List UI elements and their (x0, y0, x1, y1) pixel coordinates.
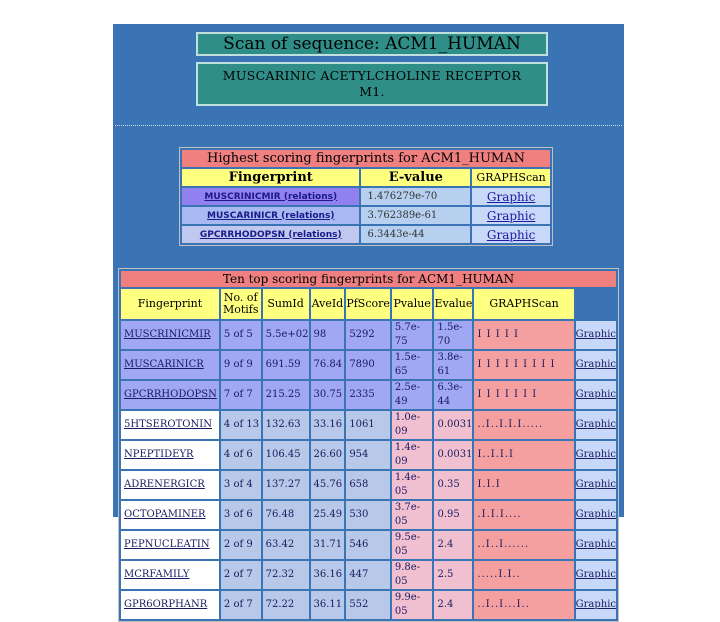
graphscan-pattern: I I I I I I I I I (474, 351, 573, 379)
sumid-cell: 691.59 (263, 351, 309, 379)
motifs-cell: 2 of 7 (221, 561, 261, 589)
fingerprint-link[interactable]: MCRFAMILY (121, 561, 219, 589)
evalue-cell: 0.0031 (434, 411, 472, 439)
graphic-link[interactable]: Graphic (576, 531, 616, 559)
pfscore-cell: 954 (346, 441, 390, 469)
sumid-cell: 137.27 (263, 471, 309, 499)
pfscore-cell: 7890 (346, 351, 390, 379)
table-row (121, 531, 616, 559)
motifs-cell: 2 of 7 (221, 591, 261, 619)
table-row (121, 471, 616, 499)
col-graphscan: GRAPHScan (472, 169, 550, 186)
col-evalue: E-value (361, 169, 470, 186)
graphic-link[interactable]: Graphic (472, 207, 550, 224)
pvalue-cell: 9.8e-05 (392, 561, 433, 589)
result-page (113, 24, 624, 617)
col-motifs: No. of Motifs (221, 289, 261, 319)
graphscan-pattern: ..I..I.I.I..... (474, 411, 573, 439)
evalue-cell: 0.95 (434, 501, 472, 529)
graphscan-pattern: I.I.I (474, 471, 573, 499)
pvalue-cell: 9.5e-05 (392, 531, 433, 559)
aveid-cell: 36.11 (311, 591, 345, 619)
sumid-cell: 215.25 (263, 381, 309, 409)
evalue-cell: 3.8e-61 (434, 351, 472, 379)
graphscan-pattern: .....I.I.. (474, 561, 573, 589)
graphscan-pattern: ..I..I...... (474, 531, 573, 559)
sumid-cell: 5.5e+02 (263, 321, 309, 349)
graphic-link[interactable]: Graphic (576, 351, 616, 379)
sequence-description (196, 62, 548, 106)
pfscore-cell: 447 (346, 561, 390, 589)
fingerprint-link[interactable]: ADRENERGICR (121, 471, 219, 499)
table-row (121, 321, 616, 349)
pvalue-cell: 3.7e-05 (392, 501, 433, 529)
graphic-link[interactable]: Graphic (576, 591, 616, 619)
col-pvalue: Pvalue (392, 289, 433, 319)
table-row (121, 501, 616, 529)
graphic-link[interactable]: Graphic (472, 226, 550, 243)
description-line-1: MUSCARINIC ACETYLCHOLINE RECEPTOR (222, 68, 522, 83)
sumid-cell: 72.32 (263, 561, 309, 589)
pfscore-cell: 5292 (346, 321, 390, 349)
aveid-cell: 25.49 (311, 501, 345, 529)
divider (115, 125, 622, 126)
evalue-cell: 0.0031 (434, 441, 472, 469)
col-fingerprint: Fingerprint (182, 169, 359, 186)
fingerprint-link[interactable]: OCTOPAMINER (121, 501, 219, 529)
fingerprint-link[interactable]: MUSCARINICR (relations) (182, 207, 359, 224)
motifs-cell: 3 of 4 (221, 471, 261, 499)
evalue-cell: 2.4 (434, 531, 472, 559)
graphic-link[interactable]: Graphic (576, 381, 616, 409)
pfscore-cell: 552 (346, 591, 390, 619)
table-row (121, 441, 616, 469)
pfscore-cell: 658 (346, 471, 390, 499)
graphscan-pattern: .I.I.I.... (474, 501, 573, 529)
fingerprint-link[interactable]: GPR6ORPHANR (121, 591, 219, 619)
col-graphscan: GRAPHScan (474, 289, 573, 319)
evalue-cell: 3.762389e-61 (361, 207, 470, 224)
fingerprint-link[interactable]: MUSCARINICR (121, 351, 219, 379)
aveid-cell: 36.16 (311, 561, 345, 589)
sumid-cell: 72.22 (263, 591, 309, 619)
fingerprint-link[interactable]: MUSCRINICMIR (121, 321, 219, 349)
aveid-cell: 26.60 (311, 441, 345, 469)
table-row (121, 381, 616, 409)
evalue-cell: 6.3443e-44 (361, 226, 470, 243)
evalue-cell: 1.5e-70 (434, 321, 472, 349)
pfscore-cell: 1061 (346, 411, 390, 439)
fingerprint-link[interactable]: NPEPTIDEYR (121, 441, 219, 469)
aveid-cell: 33.16 (311, 411, 345, 439)
pvalue-cell: 1.0e-09 (392, 411, 433, 439)
evalue-cell: 2.5 (434, 561, 472, 589)
motifs-cell: 5 of 5 (221, 321, 261, 349)
ten-top-table (118, 268, 619, 622)
sumid-cell: 132.63 (263, 411, 309, 439)
evalue-cell: 6.3e-44 (434, 381, 472, 409)
graphic-link[interactable]: Graphic (576, 471, 616, 499)
motifs-cell: 9 of 9 (221, 351, 261, 379)
graphic-link[interactable]: Graphic (576, 321, 616, 349)
aveid-cell: 76.84 (311, 351, 345, 379)
fingerprint-link[interactable]: GPCRRHODOPSN (121, 381, 219, 409)
motifs-cell: 3 of 6 (221, 501, 261, 529)
ten-table-title: Ten top scoring fingerprints for ACM1_HUMAN (121, 271, 616, 287)
evalue-cell: 2.4 (434, 591, 472, 619)
graphscan-pattern: ..I..I...I.. (474, 591, 573, 619)
motifs-cell: 7 of 7 (221, 381, 261, 409)
sumid-cell: 106.45 (263, 441, 309, 469)
pvalue-cell: 2.5e-49 (392, 381, 433, 409)
graphic-link[interactable]: Graphic (472, 188, 550, 205)
table-row (182, 188, 550, 205)
graphic-link[interactable]: Graphic (576, 501, 616, 529)
pvalue-cell: 1.4e-05 (392, 471, 433, 499)
highest-table-title: Highest scoring fingerprints for ACM1_HUMAN (182, 150, 550, 167)
table-row (121, 351, 616, 379)
pfscore-cell: 2335 (346, 381, 390, 409)
aveid-cell: 30.75 (311, 381, 345, 409)
table-row (182, 226, 550, 243)
pfscore-cell: 530 (346, 501, 390, 529)
aveid-cell: 98 (311, 321, 345, 349)
motifs-cell: 2 of 9 (221, 531, 261, 559)
fingerprint-link[interactable]: MUSCRINICMIR (relations) (182, 188, 359, 205)
fingerprint-link[interactable]: 5HTSEROTONIN (121, 411, 219, 439)
sumid-cell: 63.42 (263, 531, 309, 559)
pvalue-cell: 5.7e-75 (392, 321, 433, 349)
col-fingerprint: Fingerprint (121, 289, 219, 319)
ten-table-body (121, 321, 616, 619)
motifs-cell: 4 of 13 (221, 411, 261, 439)
evalue-cell: 0.35 (434, 471, 472, 499)
fingerprint-link[interactable]: PEPNUCLEATIN (121, 531, 219, 559)
aveid-cell: 45.76 (311, 471, 345, 499)
col-evalue: Evalue (434, 289, 472, 319)
col-sumid: SumId (263, 289, 309, 319)
pvalue-cell: 9.9e-05 (392, 591, 433, 619)
fingerprint-link[interactable]: GPCRRHODOPSN (relations) (182, 226, 359, 243)
description-line-2: M1. (359, 84, 385, 99)
pvalue-cell: 1.5e-65 (392, 351, 433, 379)
evalue-cell: 1.476279e-70 (361, 188, 470, 205)
table-row (121, 591, 616, 619)
graphic-link[interactable]: Graphic (576, 441, 616, 469)
col-aveid: AveId (311, 289, 345, 319)
table-row (121, 561, 616, 589)
pvalue-cell: 1.4e-09 (392, 441, 433, 469)
graphic-link[interactable]: Graphic (576, 411, 616, 439)
motifs-cell: 4 of 6 (221, 441, 261, 469)
graphscan-pattern: I I I I I I I (474, 381, 573, 409)
highest-scoring-table (179, 147, 553, 246)
pfscore-cell: 546 (346, 531, 390, 559)
graphscan-pattern: I..I.I.I (474, 441, 573, 469)
sumid-cell: 76.48 (263, 501, 309, 529)
aveid-cell: 31.71 (311, 531, 345, 559)
col-pfscore: PfScore (346, 289, 390, 319)
table-row (182, 207, 550, 224)
graphscan-pattern: I I I I I (474, 321, 573, 349)
graphic-link[interactable]: Graphic (576, 561, 616, 589)
table-row (121, 411, 616, 439)
page-title: Scan of sequence: ACM1_HUMAN (196, 32, 548, 56)
